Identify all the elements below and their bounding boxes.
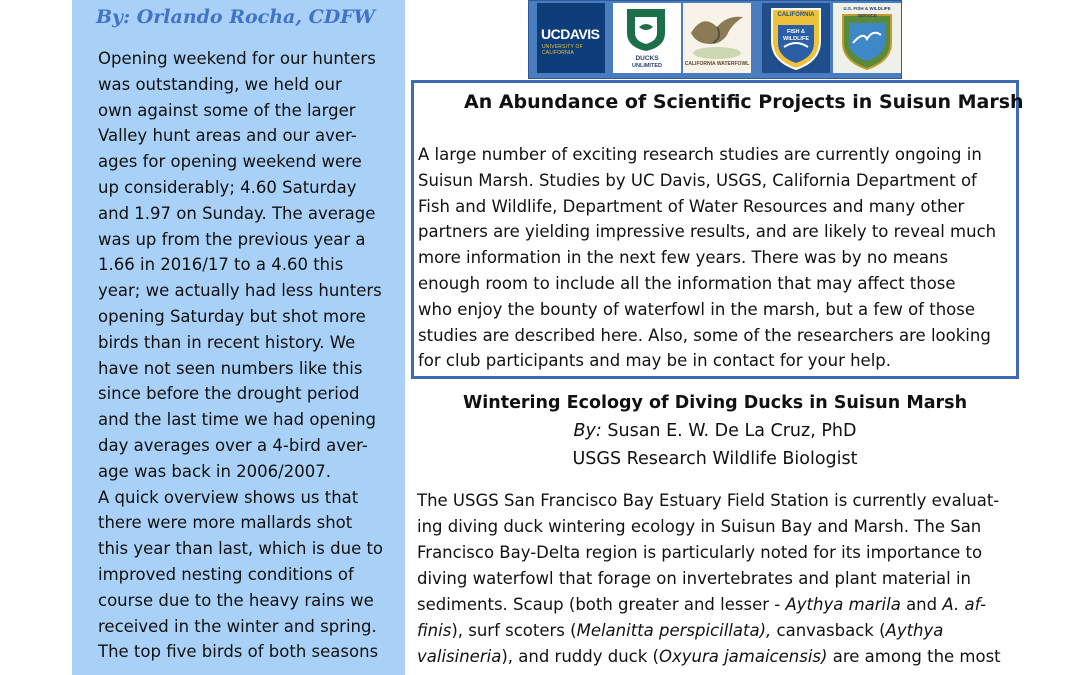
article-line: valisineria), and ruddy duck (Oxyura jamaicensis) are among the most [417, 647, 1001, 666]
sidebar-text-line: age was back in 2006/2007. [98, 461, 331, 481]
intro-text-line: who enjoy the bounty of waterfowl in the marsh, but a few of those [418, 299, 976, 319]
sidebar-text-line: since before the drought period [98, 384, 360, 404]
article-line: finis), surf scoters (Melanitta perspicillata), canvasback (Aythya [417, 621, 944, 640]
sidebar-text-line: Opening weekend for our hunters [98, 49, 376, 68]
sidebar-text-line: Valley hunt areas and our aver- [98, 126, 357, 146]
sidebar-text-line: own against some of the larger [98, 100, 356, 120]
sidebar-text-line: up considerably; 4.60 Saturday [98, 178, 357, 197]
intro-text-line: studies are described here. Also, some of the researchers are looking [418, 325, 991, 345]
article-title: Wintering Ecology of Diving Ducks in Suisun Marsh [462, 393, 968, 413]
intro-text-line: more information in the next few years. There was by no means [418, 248, 949, 268]
intro-text-line: Suisun Marsh. Studies by UC Davis, USGS, California Department of [418, 170, 977, 190]
sidebar-text-line: 1.66 in 2016/17 to a 4.60 this [98, 255, 344, 275]
sidebar-text-line: day averages over a 4-bird aver- [98, 436, 368, 455]
sidebar-text-line: birds than in recent history. We [98, 332, 356, 352]
sidebar-text-line: The top five birds of both seasons [98, 642, 379, 662]
intro-text-line: enough room to include all the information that may affect those [418, 274, 956, 293]
sidebar-text-line: this year than last, which is due to [98, 539, 384, 559]
article-line: diving waterfowl that forage on invertebrates and plant material in [417, 569, 972, 588]
sidebar-text-line: and 1.97 on Sunday. The average [98, 203, 376, 223]
article-author-role: USGS Research Wildlife Biologist [572, 449, 858, 469]
article-line: Francisco Bay-Delta region is particularly noted for its importance to [417, 543, 983, 562]
ucdavis-logo: UCDAVIS UNIVERSITY OF CALIFORNIA [537, 3, 605, 73]
sidebar-text-line: ages for opening weekend were [98, 152, 362, 172]
partner-logo-bar [528, 0, 902, 79]
article-line: ing diving duck wintering ecology in Suisun Bay and Marsh. The San [417, 517, 982, 536]
sidebar-text-line: A quick overview shows us that [98, 487, 359, 507]
article-line: sediments. Scaup (both greater and lesser - Aythya marila and A. af- [417, 595, 987, 614]
sidebar-text-line: and the last time we had opening [98, 410, 377, 430]
california-waterfowl-logo: CALIFORNIA WATERFOWL [683, 3, 751, 73]
sidebar-text-line: was up from the previous year a [98, 229, 366, 249]
sidebar-text-line: course due to the heavy rains we [98, 590, 374, 610]
sidebar-byline: By: Orlando Rocha, CDFW [96, 6, 376, 28]
cdfw-logo: CALIFORNIA FISH & WILDLIFE [762, 3, 830, 73]
sidebar-text-line: received in the winter and spring. [98, 616, 377, 636]
article-author: By: Susan E. W. De La Cruz, PhD [573, 421, 857, 441]
ducks-unlimited-logo: DUCKS UNLIMITED [613, 3, 681, 73]
usfws-logo: U.S. FISH & WILDLIFE SERVICE [833, 3, 901, 73]
intro-text-line: partners are yielding impressive results, and are likely to reveal much [418, 222, 997, 242]
sidebar-text-line: year; we actually had less hunters [98, 281, 382, 301]
sidebar-text-line: was outstanding, we held our [98, 74, 342, 94]
sidebar-text-line: opening Saturday but shot more [98, 307, 366, 326]
sidebar-text-line: there were more mallards shot [98, 513, 353, 533]
intro-text-line: A large number of exciting research studies are currently ongoing in [418, 145, 982, 164]
sidebar-text-line: have not seen numbers like this [98, 358, 363, 378]
intro-text-line: Fish and Wildlife, Department of Water Resources and many other [418, 196, 965, 216]
intro-title: An Abundance of Scientific Projects in Suisun Marsh [464, 91, 1024, 113]
sidebar-text-line: improved nesting conditions of [98, 565, 354, 584]
article-line: The USGS San Francisco Bay Estuary Field Station is currently evaluat- [417, 491, 1000, 510]
intro-text-line: for club participants and may be in contact for your help. [418, 351, 892, 371]
